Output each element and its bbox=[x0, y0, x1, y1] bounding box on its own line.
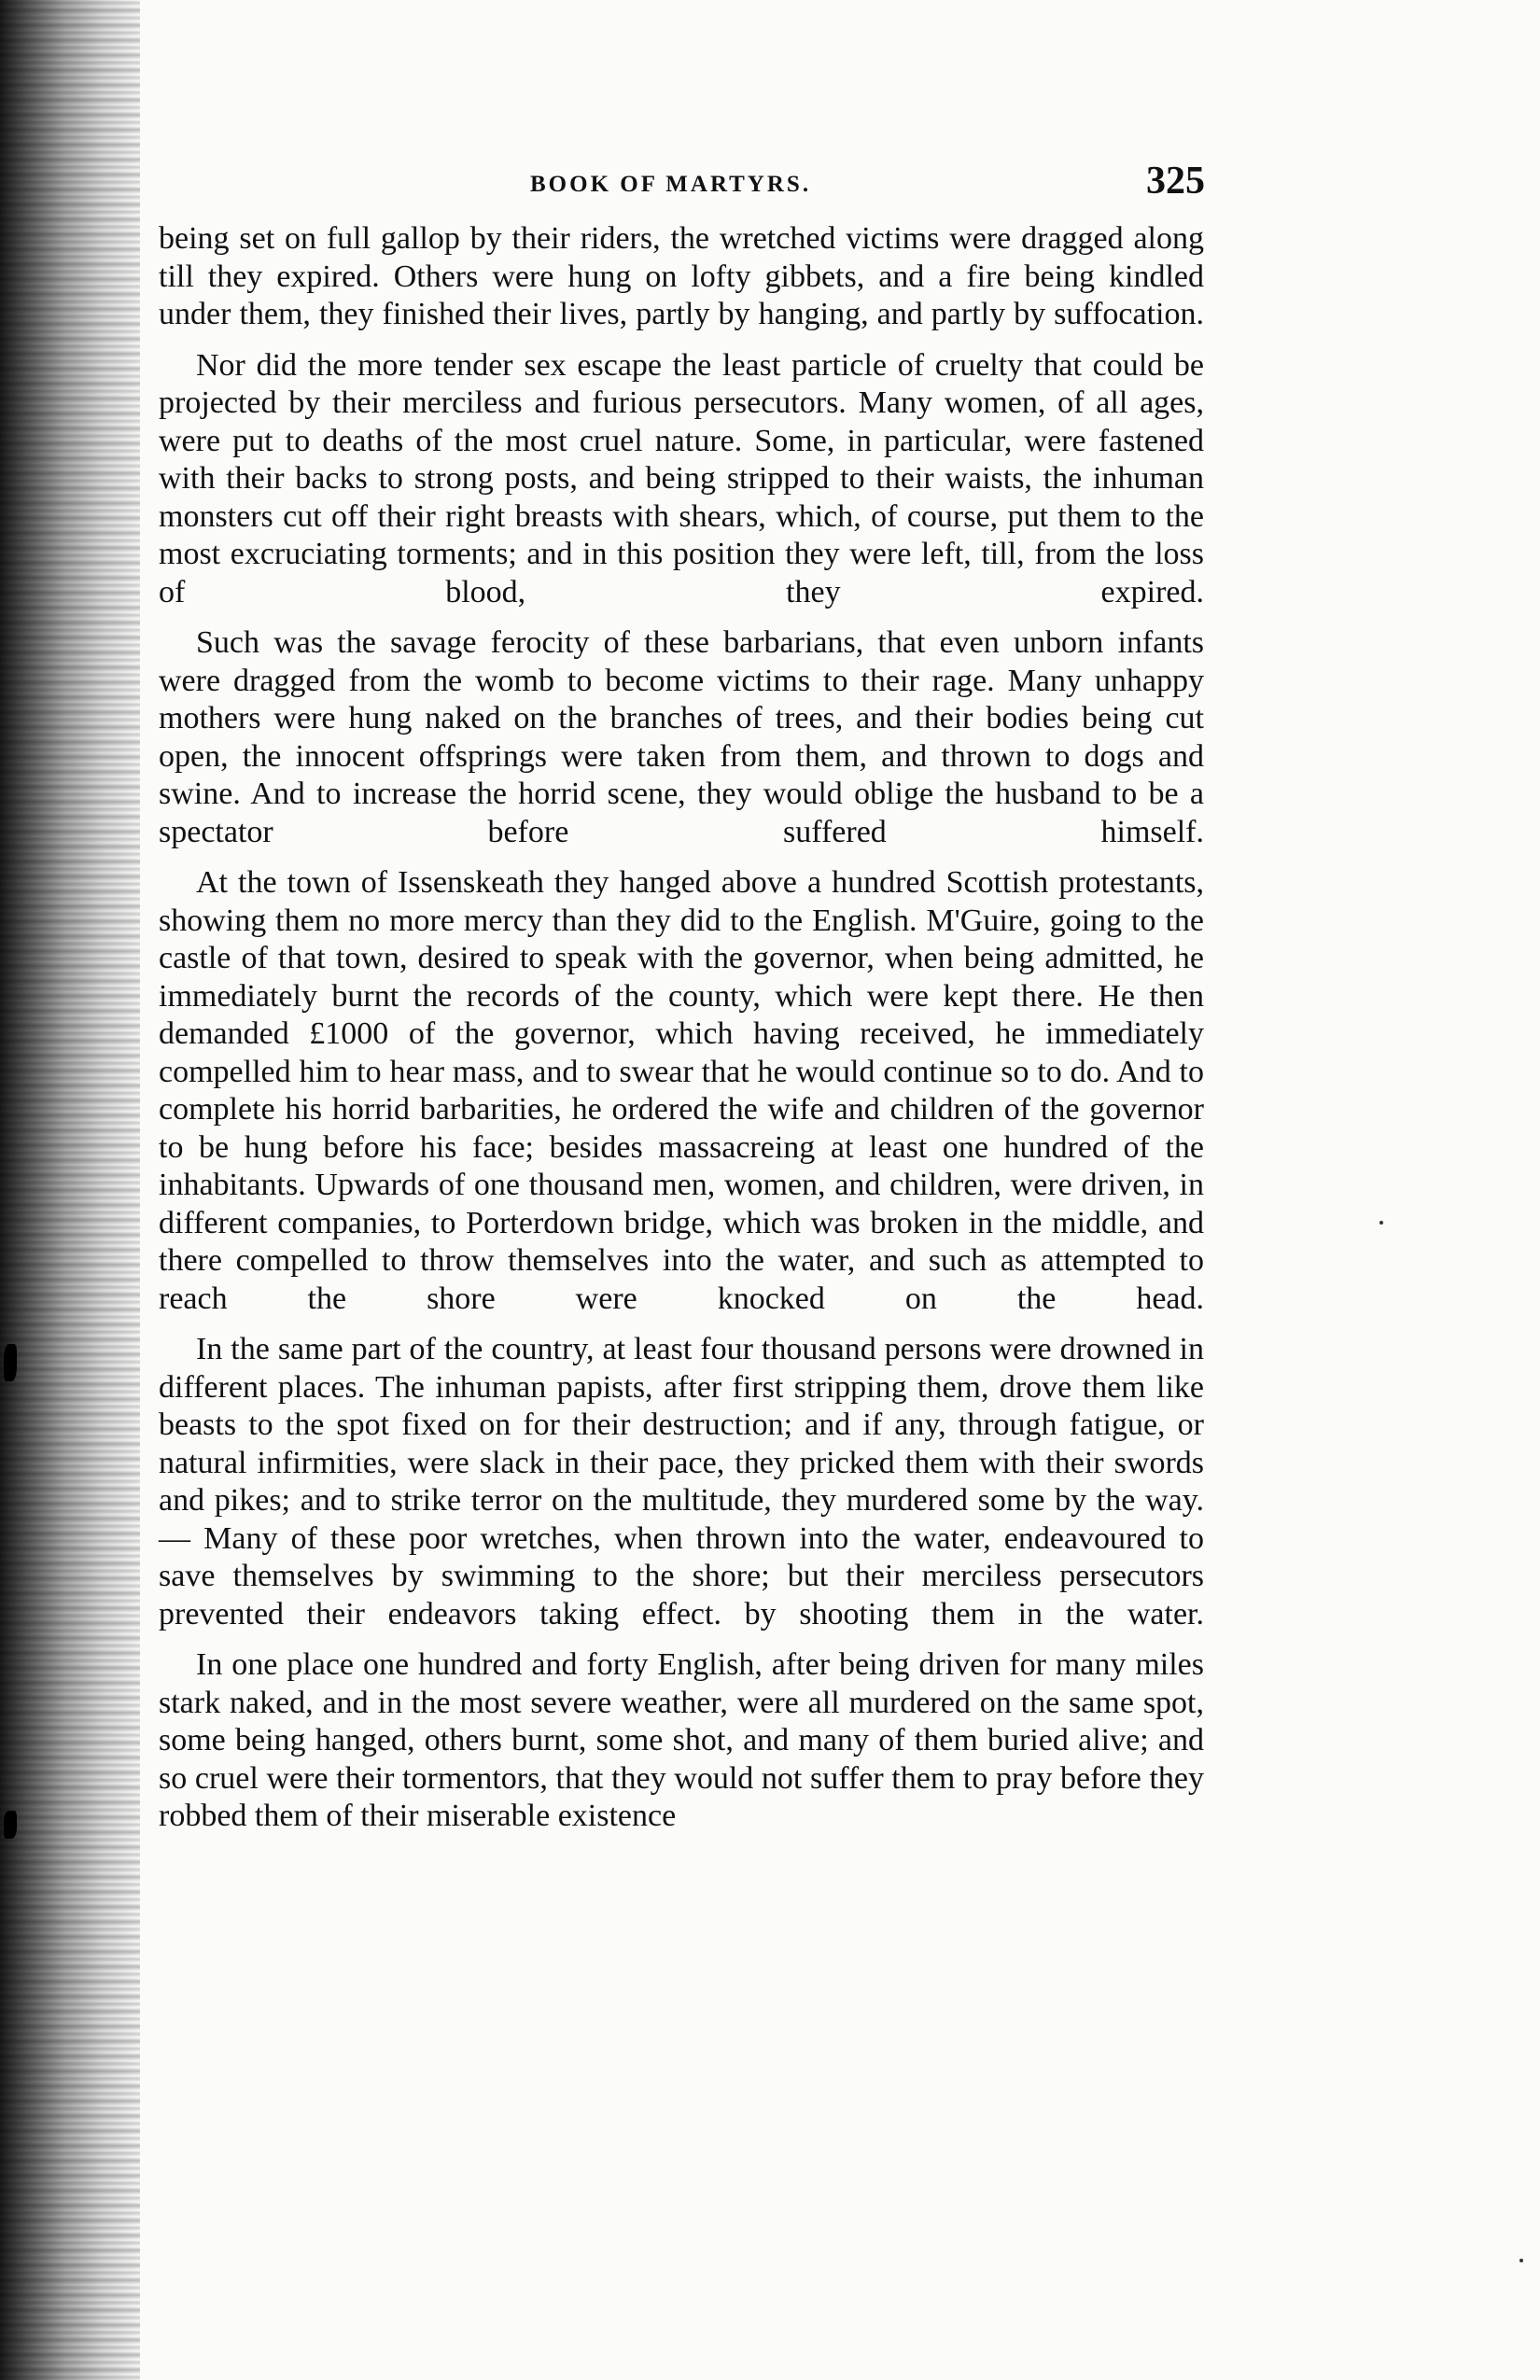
binding-mark bbox=[4, 1811, 17, 1839]
paragraph: In the same part of the country, at least four thousand persons were drowned in different places. The inhuman papists, after first stripping them, drove them like beasts to the spot fixed on for their destruction; and if any, through fatigue, or natural infirmities, were slack in their pace, they pricked them with their swords and pikes; and to strike terror on the multitude, they murdered some by the way.— Many of these poor wretches, when thrown into the water, endeavoured to save themselves by swimming to the shore; but their merciless persecutors prevented their endeavors taking effect. by shooting them in the water. bbox=[159, 1332, 1204, 1631]
page-speck bbox=[1379, 1221, 1383, 1225]
paragraph: In one place one hundred and forty English, after being driven for many miles stark naked, and in the most severe weather, were all murdered on the same spot, some being hanged, others burnt, some shot, and many of them buried alive; and so cruel were their tormentors, that they would not suffer them to pray before they robbed them of their miserable existence bbox=[159, 1647, 1204, 1833]
running-title: BOOK OF MARTYRS. bbox=[530, 172, 812, 197]
paragraph: At the town of Issenskeath they hanged above a hundred Scottish protestants, showing them no more mercy than they did to the English. M'Guire, going to the castle of that town, desired to speak with the governor, when being admitted, he immediately burnt the records of the county, which were kept there. He then demanded £1000 of the governor, which having received, he immediately compelled him to hear mass, and to swear that he would continue so to do. And to complete his horrid barbarities, he ordered the wife and children of the governor to be hung before his face; besides massacreing at least one hundred of the inhabitants. Upwards of one thousand men, women, and children, were driven, in different companies, to Porterdown bridge, which was broken in the middle, and there compelled to throw themselves into the water, and such as attempted to reach the shore were knocked on the head. bbox=[159, 865, 1204, 1316]
binding-mark bbox=[4, 1344, 17, 1381]
paragraph: Such was the savage ferocity of these barbarians, that even unborn infants were dragged from the womb to become victims to their rage. Many unhappy mothers were hung naked on the branches of trees, and their bodies being cut open, the innocent offsprings were taken from them, and thrown to dogs and swine. And to increase the horrid scene, they would oblige the husband to be a spectator before suffered himself. bbox=[159, 625, 1204, 849]
binding-gutter bbox=[0, 0, 140, 2380]
paragraph: Nor did the more tender sex escape the least particle of cruelty that could be projected by their merciless and furious persecutors. Many women, of all ages, were put to deaths of the most cruel nature. Some, in particular, were fastened with their backs to strong posts, and being stripped to their waists, the inhuman monsters cut off their right breasts with shears, which, of course, put them to the most excruciating torments; and in this position they were left, till, from the loss of blood, they expired. bbox=[159, 347, 1204, 609]
body-text bbox=[159, 220, 1204, 1849]
page-number: 325 bbox=[1146, 160, 1205, 203]
paragraph: being set on full gallop by their riders, the wretched victims were dragged along till they expired. Others were hung on lofty gibbets, and a fire being kindled under them, they finished their lives, partly by hanging, and partly by suffocation. bbox=[159, 221, 1204, 331]
page-speck bbox=[1519, 2259, 1523, 2262]
